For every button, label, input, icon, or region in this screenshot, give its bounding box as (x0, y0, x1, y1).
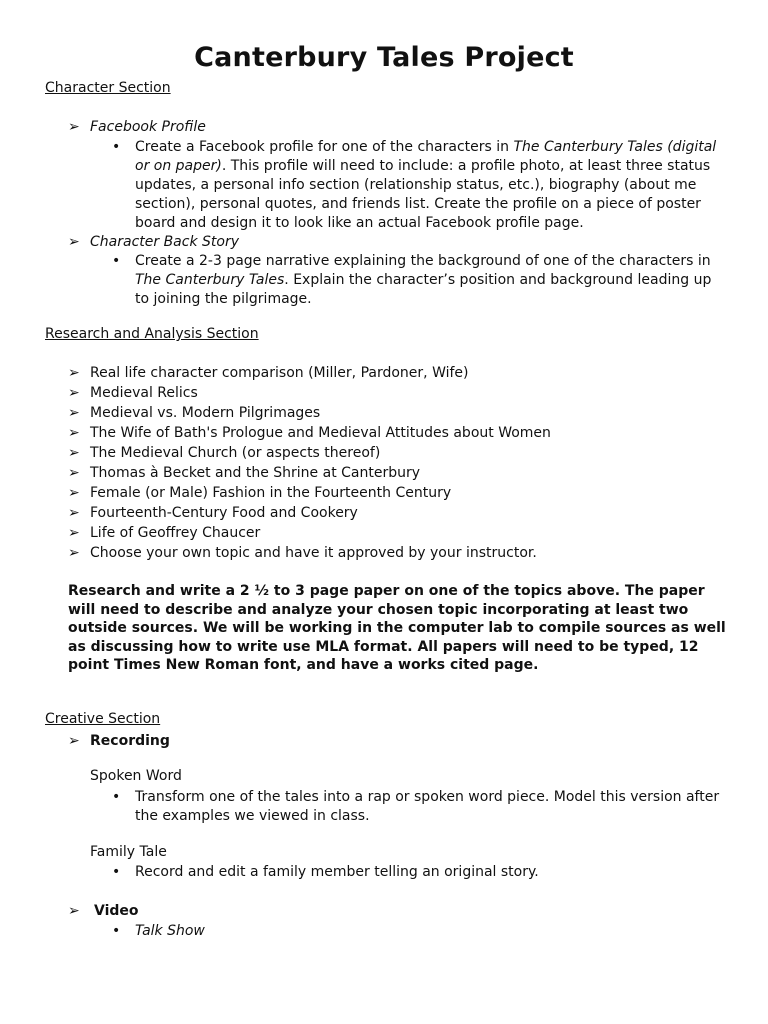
topic-text: The Wife of Bath's Prologue and Medieval Attitudes about Women (90, 425, 551, 441)
list-item (68, 503, 358, 523)
list-item-recording (68, 731, 170, 751)
topic-text: Life of Geoffrey Chaucer (90, 525, 261, 541)
facebook-profile-bullet (112, 138, 727, 233)
bullet-dot-icon: • (112, 139, 121, 155)
text-run: . Explain the character’s position and background leading up to joining the pilgrimage. (135, 272, 712, 307)
research-section-heading: Research and Analysis Section (45, 326, 259, 342)
creative-section-heading: Creative Section (45, 711, 161, 727)
topic-text: Female (or Male) Fashion in the Fourteenth Century (90, 485, 452, 501)
arrow-bullet-icon: ➢ (68, 385, 80, 401)
bullet-text: Transform one of the tales into a rap or spoken word piece. Model this version after the examples we viewed in class. (135, 789, 720, 824)
arrow-bullet-icon: ➢ (68, 425, 80, 441)
list-item (68, 443, 380, 463)
arrow-bullet-icon: ➢ (68, 525, 80, 541)
topic-text: Choose your own topic and have it approved by your instructor. (90, 545, 537, 561)
bullet-text (135, 138, 727, 233)
spoken-word-label: Spoken Word (90, 768, 182, 784)
arrow-bullet-icon: ➢ (68, 733, 80, 749)
bullet-text: Record and edit a family member telling an original story. (135, 864, 539, 880)
bullet-dot-icon: • (112, 789, 121, 805)
book-title: The Canterbury Tales (digital or on paper) (135, 139, 717, 174)
family-tale-bullet (112, 863, 727, 882)
spoken-word-bullet (112, 788, 727, 826)
list-item (68, 483, 451, 503)
facebook-profile-label: Facebook Profile (90, 119, 206, 135)
list-item (68, 423, 551, 443)
arrow-bullet-icon: ➢ (68, 365, 80, 381)
arrow-bullet-icon: ➢ (68, 903, 80, 919)
arrow-bullet-icon: ➢ (68, 405, 80, 421)
list-item (68, 543, 537, 563)
bullet-text: Talk Show (135, 923, 205, 939)
list-item-character-back-story (68, 232, 239, 252)
list-item (68, 383, 198, 403)
back-story-bullet (112, 252, 727, 309)
text-run: . This profile will need to include: a profile photo, at least three status updates, a personal info section (relationship status, etc.), biography (about me section), personal quotes, and friends list. Create the profile on a piece of poster board and design it to look like an actual Facebook profile page. (135, 158, 711, 231)
bullet-dot-icon: • (112, 253, 121, 269)
character-section-heading: Character Section (45, 80, 171, 96)
topic-text: Real life character comparison (Miller, Pardoner, Wife) (90, 365, 469, 381)
list-item (68, 463, 420, 483)
text-run: Create a Facebook profile for one of the characters in (135, 139, 514, 155)
list-item-facebook-profile (68, 117, 206, 137)
arrow-bullet-icon: ➢ (68, 485, 80, 501)
family-tale-label: Family Tale (90, 844, 167, 860)
book-title: The Canterbury Tales (135, 272, 285, 288)
video-label: Video (94, 903, 139, 919)
topic-text: Medieval vs. Modern Pilgrimages (90, 405, 321, 421)
talk-show-bullet (112, 922, 727, 941)
topic-text: Medieval Relics (90, 385, 198, 401)
list-item (68, 363, 469, 383)
bullet-dot-icon: • (112, 923, 121, 939)
arrow-bullet-icon: ➢ (68, 234, 80, 250)
recording-label: Recording (90, 733, 170, 749)
topic-text: Thomas à Becket and the Shrine at Canterbury (90, 465, 421, 481)
arrow-bullet-icon: ➢ (68, 545, 80, 561)
arrow-bullet-icon: ➢ (68, 119, 80, 135)
arrow-bullet-icon: ➢ (68, 505, 80, 521)
arrow-bullet-icon: ➢ (68, 445, 80, 461)
arrow-bullet-icon: ➢ (68, 465, 80, 481)
research-instructions-paragraph: Research and write a 2 ½ to 3 page paper on one of the topics above. The paper will need to describe and analyze your chosen topic incorporating at least two outside sources. We will be working in the computer lab to compile sources as well as discussing how to write use MLA format. All papers will need to be typed, 12 point Times New Roman font, and have a works cited page. (68, 583, 726, 674)
topic-text: The Medieval Church (or aspects thereof) (90, 445, 381, 461)
list-item (68, 523, 260, 543)
text-run: Create a 2-3 page narrative explaining the background of one of the characters in (135, 253, 711, 269)
list-item (68, 403, 320, 423)
page-title: Canterbury Tales Project (194, 42, 574, 73)
list-item-video (68, 901, 139, 921)
bullet-dot-icon: • (112, 864, 121, 880)
topic-text: Fourteenth-Century Food and Cookery (90, 505, 358, 521)
bullet-text (135, 252, 727, 309)
back-story-label: Character Back Story (90, 234, 239, 250)
